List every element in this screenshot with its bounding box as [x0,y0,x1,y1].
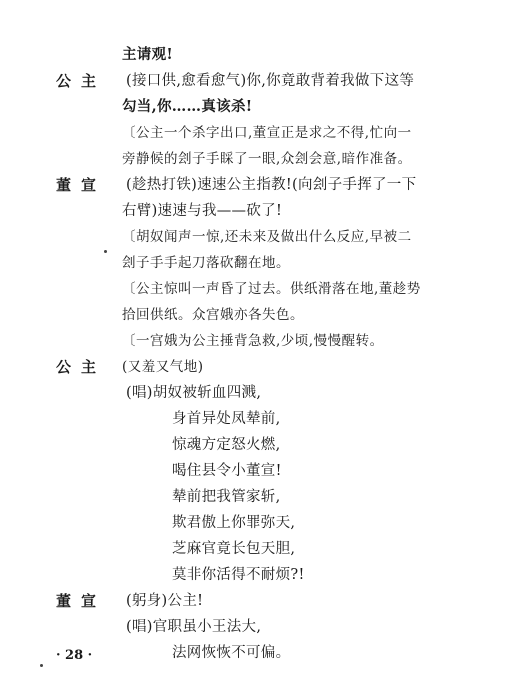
verse-line: 辇前把我管家斩, [172,489,281,505]
verse-line: (唱)胡奴被斩血四溅, [126,385,262,401]
dialogue-line: (接口供,愈看愈气)你,你竟敢背着我做下这等 [126,73,415,89]
verse-line: 喝住县令小董宣! [172,463,282,479]
speaker-name: 董宣 [56,592,107,610]
dialogue-line: (趁热打铁)速速公主指教!(向刽子手挥了一下 [126,177,417,193]
speaker-name: 公主 [56,358,107,376]
verse-line: 莫非你活得不耐烦?! [172,567,305,583]
verse-line: 欺君傲上你罪弥天, [172,515,296,531]
dialogue-line: 勾当,你……真该杀! [122,98,253,115]
stage-direction: (又羞又气地) [122,359,204,375]
stage-direction: 旁静候的刽子手睬了一眼,众刽会意,暗作准备。 [122,151,412,167]
speaker-name: 董宣 [56,176,107,194]
scan-speck [40,664,43,667]
stage-direction: 刽子手手起刀落砍翻在地。 [122,255,290,271]
verse-line: 惊魂方定怒火燃, [172,437,281,453]
verse-line: (唱)官职虽小王法大, [126,619,262,635]
dialogue-line: 主请观! [122,46,174,63]
verse-line: 芝麻官竟长包天胆, [172,541,296,557]
verse-line: 法网恢恢不可偏。 [172,645,291,661]
dialogue-line: (躬身)公主! [126,593,204,609]
scan-speck [104,250,107,253]
stage-direction: 〔胡奴闻声一惊,还未来及做出什么反应,早被二 [122,229,412,245]
stage-direction: 〔一宫娥为公主捶背急救,少顷,慢慢醒转。 [122,333,384,349]
verse-line: 身首异处凤辇前, [172,411,281,427]
stage-direction: 〔公主惊叫一声昏了过去。供纸滑落在地,董趁势 [122,281,421,297]
page-number: · 28 · [56,648,93,663]
dialogue-line: 右臂)速速与我——砍了! [122,203,283,219]
stage-direction: 〔公主一个杀字出口,董宣正是求之不得,忙向一 [122,125,412,141]
stage-direction: 拾回供纸。众宫娥亦各失色。 [122,307,304,323]
speaker-name: 公主 [56,72,107,90]
